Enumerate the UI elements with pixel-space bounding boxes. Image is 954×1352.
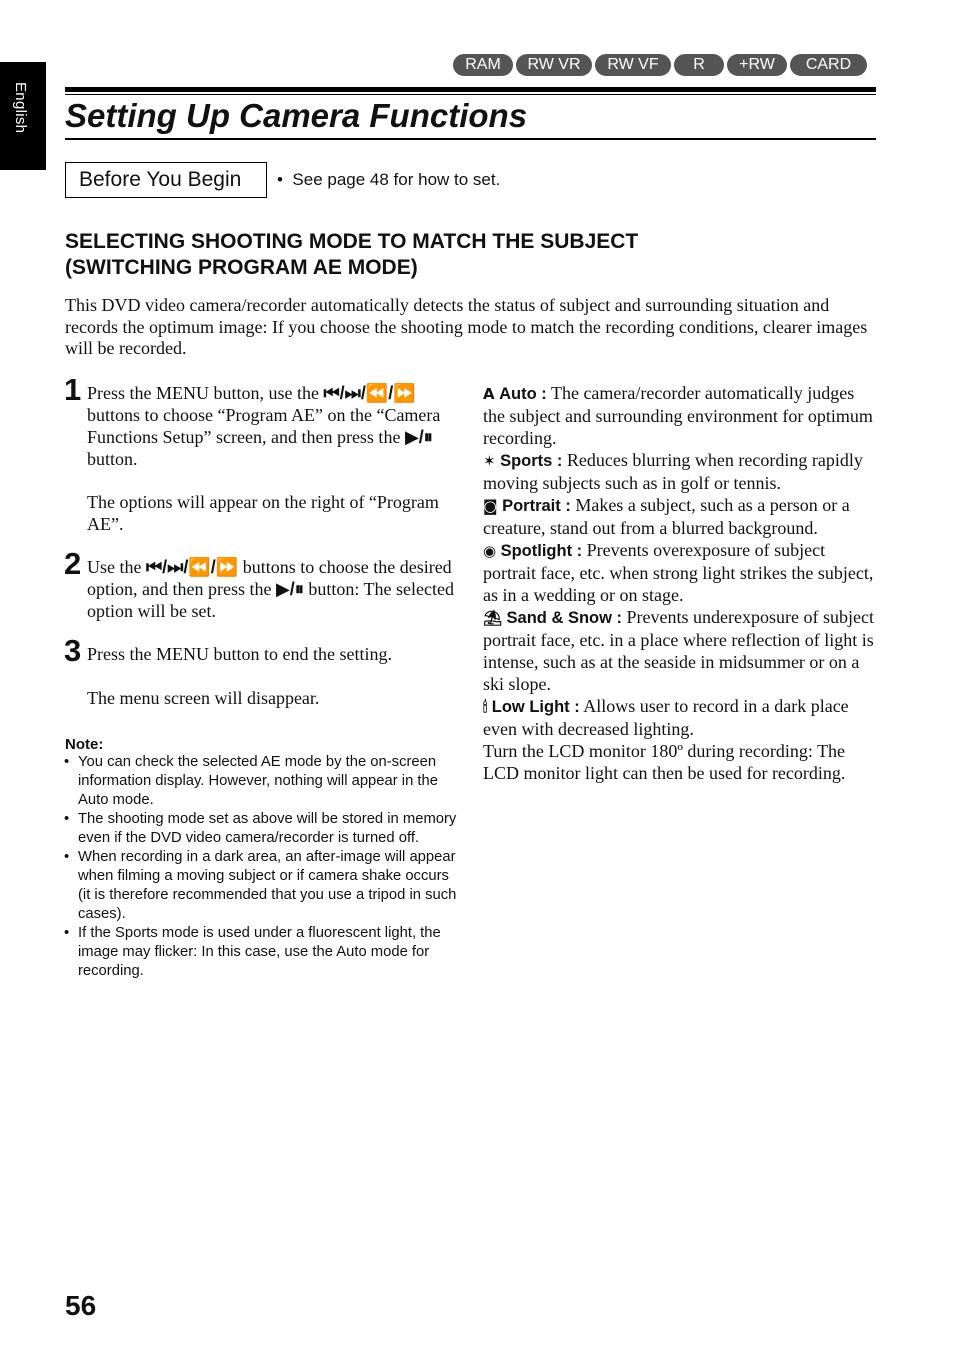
mode-spotlight-label: Spotlight : (500, 542, 583, 560)
mode-sports-desc: Reduces blurring when recording rapidly moving subjects such as in golf or tennis. (483, 450, 863, 493)
note-title-text: Note (65, 736, 99, 753)
page-number: 56 (65, 1290, 97, 1321)
step-3-number: 3 (64, 633, 82, 668)
step-1-text (87, 382, 455, 470)
mode-sports (483, 449, 878, 494)
section-heading-line1: SELECTING SHOOTING MODE TO MATCH THE SUBJECT (65, 230, 639, 253)
step-1-text-c: button. (87, 449, 138, 469)
before-you-begin-box: Before You Begin (65, 162, 267, 198)
section-heading-line2: (SWITCHING PROGRAM AE MODE) (65, 256, 418, 279)
step-2-text-a: Use the (87, 557, 146, 577)
step-3-subtext: The menu screen will disappear. (87, 688, 320, 708)
language-label: English (12, 82, 29, 134)
mode-portrait-desc: Makes a subject, such as a person or a creature, stand out from a blurred background. (483, 495, 850, 538)
auto-mode-icon: A (483, 385, 495, 403)
badge-card: CARD (790, 54, 867, 76)
note-item: • The shooting mode set as above will be stored in memory even if the DVD video camera/recorder is turned off. (62, 810, 457, 848)
step-1-text-a: Press the MENU button, use the (87, 383, 324, 403)
mode-portrait (483, 494, 878, 539)
mode-spotlight (483, 539, 878, 606)
before-you-begin-note-text: See page 48 for how to set. (292, 170, 501, 189)
low-light-mode-icon: 🕯 (483, 698, 488, 716)
mode-low-light-desc: Allows user to record in a dark place even with decreased lighting. (483, 696, 849, 739)
before-you-begin-note: • See page 48 for how to set. (277, 170, 501, 189)
mode-auto-desc: The camera/recorder automatically judges the subject and surrounding environment for optimum recording. (483, 383, 873, 448)
badge-r: R (674, 54, 724, 76)
badge-plus-rw: +RW (727, 54, 787, 76)
title-rule-top (65, 87, 876, 92)
mode-auto-label: Auto : (499, 385, 547, 403)
section-heading (65, 229, 638, 281)
badge-ram: RAM (453, 54, 513, 76)
program-ae-modes (483, 382, 878, 784)
language-tab (0, 62, 46, 170)
mode-sports-label: Sports : (500, 452, 563, 470)
step-2-number: 2 (64, 546, 82, 581)
mode-low-light-label: Low Light : (491, 698, 580, 716)
mode-sand-snow (483, 606, 878, 695)
badge-rw-vr: RW VR (516, 54, 592, 76)
note-list (62, 753, 457, 981)
step-1-number: 1 (64, 372, 82, 407)
step-3-text: Press the MENU button to end the setting. (87, 644, 392, 664)
intro-paragraph: This DVD video camera/recorder automatically detects the status of subject and surrounding situation and records the optimum image: If you choose the shooting mode to match the recording conditions, clearer images will be recorded. (65, 295, 868, 358)
play-pause-icon: ▶/⏸ (404, 427, 433, 447)
play-pause-icon: ▶/⏸ (275, 579, 304, 599)
step-2-text-b: buttons to choose the desired option, and then press the (87, 557, 452, 599)
disc-type-badges (453, 54, 867, 76)
portrait-mode-icon: ◙ (483, 497, 498, 515)
mode-spotlight-desc: Prevents overexposure of subject portrait face, etc. when strong light strikes the subject, as in a wedding or on stage. (483, 540, 874, 605)
step-2-text-c: button: The selected option will be set. (87, 579, 454, 621)
mode-sand-snow-label: Sand & Snow : (506, 609, 623, 627)
step-1-subtext: The options will appear on the right of “Program AE”. (87, 492, 439, 534)
page-title: Setting Up Camera Functions (65, 97, 528, 134)
nav-buttons-icon: ⏮/⏭/⏪/⏩ (145, 557, 239, 577)
badge-rw-vf: RW VF (595, 54, 671, 76)
sand-snow-mode-icon: ⛱ (483, 609, 503, 627)
sports-mode-icon: ✶ (483, 452, 496, 470)
mode-low-light (483, 695, 878, 740)
spotlight-mode-icon: ◉ (483, 542, 497, 560)
low-light-extra: Turn the LCD monitor 180º during recording: The LCD monitor light can then be used for recording. (483, 741, 846, 783)
mode-portrait-label: Portrait : (502, 497, 571, 515)
mode-sand-snow-desc: Prevents underexposure of subject portrait face, etc. in a place where reflection of light is intense, such as at the seaside in midsummer or on a ski slope. (483, 607, 874, 694)
note-item: • You can check the selected AE mode by the on-screen information display. However, nothing will appear in the Auto mode. (62, 753, 457, 810)
title-rule-bottom (65, 138, 876, 140)
note-title: Note: (65, 736, 104, 753)
note-item: • If the Sports mode is used under a fluorescent light, the image may flicker: In this case, use the Auto mode for recording. (62, 924, 457, 981)
nav-buttons-icon: ⏮/⏭/⏪/⏩ (323, 383, 416, 403)
note-item: • When recording in a dark area, an after-image will appear when filming a moving subject or if camera shake occurs (it is therefore recommended that you use a tripod in such cases). (62, 848, 457, 924)
step-2-text (87, 556, 455, 622)
step-1-text-b: buttons to choose “Program AE” on the “Camera Functions Setup” screen, and then press the (87, 405, 441, 447)
mode-auto (483, 382, 878, 449)
